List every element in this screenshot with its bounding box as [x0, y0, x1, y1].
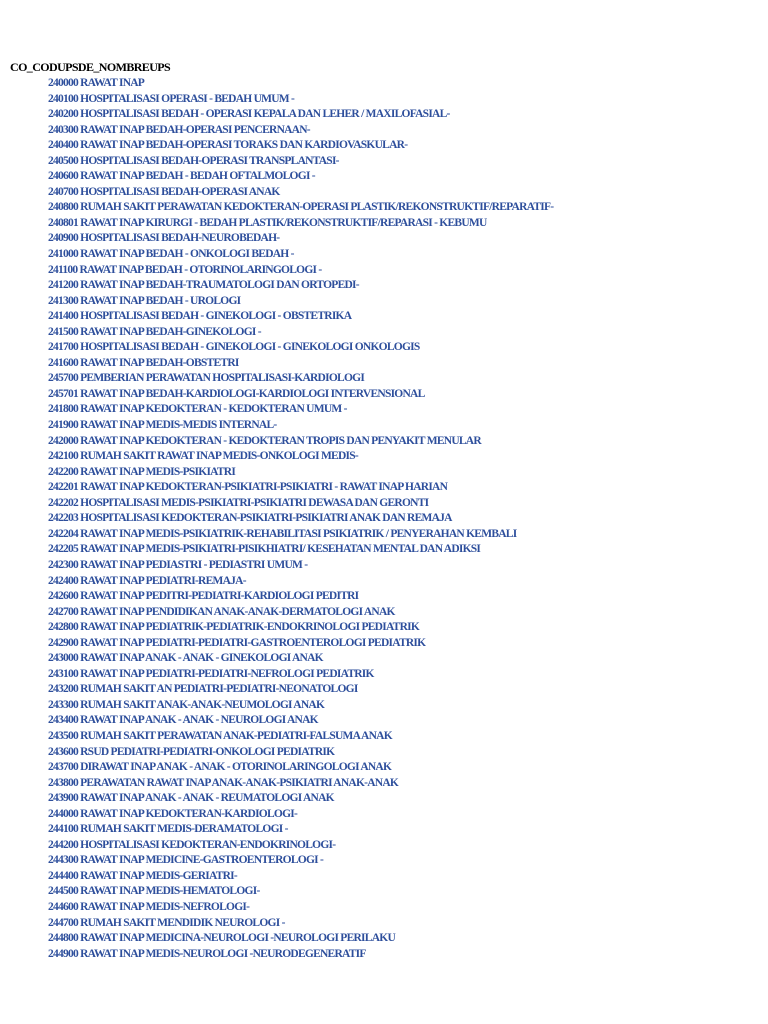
list-item: 241500 RAWAT INAP BEDAH-GINEKOLOGI - — [48, 325, 261, 338]
list-item: 241600 RAWAT INAP BEDAH-OBSTETRI — [48, 356, 239, 369]
list-item: 242600 RAWAT INAP PEDITRI-PEDIATRI-KARDIOLOGI PEDITRI — [48, 590, 359, 603]
list-item: 242200 RAWAT INAP MEDIS-PSIKIATRI — [48, 465, 236, 478]
list-item: 240801 RAWAT INAP KIRURGI - BEDAH PLASTIK/REKONSTRUKTIF/REPARASI - KEBUMU — [48, 216, 487, 229]
list-item: 240300 RAWAT INAP BEDAH-OPERASI PENCERNAAN- — [48, 123, 310, 136]
list-item: 241100 RAWAT INAP BEDAH - OTORINOLARINGOLOGI - — [48, 263, 322, 276]
list-item: 241200 RAWAT INAP BEDAH-TRAUMATOLOGI DAN ORTOPEDI- — [48, 279, 359, 292]
list-item: 245700 PEMBERIAN PERAWATAN HOSPITALISASI-KARDIOLOGI — [48, 372, 365, 385]
list-item: 242204 RAWAT INAP MEDIS-PSIKIATRIK-REHABILITASI PSIKIATRIK / PENYERAHAN KEMBALI — [48, 527, 517, 540]
list-item: 243000 RAWAT INAP ANAK - ANAK - GINEKOLOGI ANAK — [48, 652, 323, 665]
list-item: 244100 RUMAH SAKIT MEDIS-DERAMATOLOGI - — [48, 823, 288, 836]
column-header: CO_CODUPSDE_NOMBREUPS — [10, 60, 171, 74]
list-item: 243700 DIRAWAT INAP ANAK - ANAK - OTORINOLARINGOLOGI ANAK — [48, 761, 392, 774]
list-item: 241400 HOSPITALISASI BEDAH - GINEKOLOGI - OBSTETRIKA — [48, 310, 352, 323]
list-item: 242300 RAWAT INAP PEDIASTRI - PEDIASTRI UMUM - — [48, 558, 308, 571]
list-item: 243200 RUMAH SAKIT AN PEDIATRI-PEDIATRI-NEONATOLOGI — [48, 683, 358, 696]
list-item: 242202 HOSPITALISASI MEDIS-PSIKIATRI-PSIKIATRI DEWASA DAN GERONTI — [48, 496, 429, 509]
list-item: 240800 RUMAH SAKIT PERAWATAN KEDOKTERAN-OPERASI PLASTIK/REKONSTRUKTIF/REPARATIF- — [48, 201, 554, 214]
code-list — [48, 76, 553, 962]
list-item: 242201 RAWAT INAP KEDOKTERAN-PSIKIATRI-PSIKIATRI - RAWAT INAP HARIAN — [48, 481, 448, 494]
list-item: 244500 RAWAT INAP MEDIS-HEMATOLOGI- — [48, 885, 260, 898]
list-item: 242700 RAWAT INAP PENDIDIKAN ANAK-ANAK-DERMATOLOGI ANAK — [48, 605, 395, 618]
list-item: 244900 RAWAT INAP MEDIS-NEUROLOGI -NEURODEGENERATIF — [48, 947, 366, 960]
list-item: 242205 RAWAT INAP MEDIS-PSIKIATRI-PISIKHIATRI/ KESEHATAN MENTAL DAN ADIKSI — [48, 543, 481, 556]
list-item: 241700 HOSPITALISASI BEDAH - GINEKOLOGI - GINEKOLOGI ONKOLOGIS — [48, 341, 420, 354]
list-item: 244600 RAWAT INAP MEDIS-NEFROLOGI- — [48, 900, 250, 913]
list-item: 241900 RAWAT INAP MEDIS-MEDIS INTERNAL- — [48, 419, 277, 432]
list-item: 241000 RAWAT INAP BEDAH - ONKOLOGI BEDAH - — [48, 248, 294, 261]
list-item: 243900 RAWAT INAP ANAK - ANAK - REUMATOLOGI ANAK — [48, 792, 334, 805]
list-item: 240100 HOSPITALISASI OPERASI - BEDAH UMUM - — [48, 92, 295, 105]
list-item: 241800 RAWAT INAP KEDOKTERAN - KEDOKTERAN UMUM - — [48, 403, 347, 416]
list-item: 240400 RAWAT INAP BEDAH-OPERASI TORAKS DAN KARDIOVASKULAR- — [48, 139, 408, 152]
list-item: 244400 RAWAT INAP MEDIS-GERIATRI- — [48, 869, 237, 882]
list-item: 240900 HOSPITALISASI BEDAH-NEUROBEDAH- — [48, 232, 280, 245]
list-item: 242900 RAWAT INAP PEDIATRI-PEDIATRI-GASTROENTEROLOGI PEDIATRIK — [48, 636, 426, 649]
list-item: 240200 HOSPITALISASI BEDAH - OPERASI KEPALA DAN LEHER / MAXILOFASIAL- — [48, 108, 450, 121]
list-item: 242100 RUMAH SAKIT RAWAT INAP MEDIS-ONKOLOGI MEDIS- — [48, 450, 358, 463]
list-item: 243100 RAWAT INAP PEDIATRI-PEDIATRI-NEFROLOGI PEDIATRIK — [48, 667, 374, 680]
list-item: 245701 RAWAT INAP BEDAH-KARDIOLOGI-KARDIOLOGI INTERVENSIONAL — [48, 387, 425, 400]
list-item: 242400 RAWAT INAP PEDIATRI-REMAJA- — [48, 574, 246, 587]
list-item: 241300 RAWAT INAP BEDAH - UROLOGI — [48, 294, 241, 307]
list-item: 243800 PERAWATAN RAWAT INAP ANAK-ANAK-PSIKIATRI ANAK-ANAK — [48, 776, 399, 789]
list-item: 244000 RAWAT INAP KEDOKTERAN-KARDIOLOGI- — [48, 807, 298, 820]
list-item: 243600 RSUD PEDIATRI-PEDIATRI-ONKOLOGI PEDIATRIK — [48, 745, 335, 758]
list-item: 243400 RAWAT INAP ANAK - ANAK - NEUROLOGI ANAK — [48, 714, 318, 727]
list-item: 240500 HOSPITALISASI BEDAH-OPERASI TRANSPLANTASI- — [48, 154, 339, 167]
list-item: 242800 RAWAT INAP PEDIATRIK-PEDIATRIK-ENDOKRINOLOGI PEDIATRIK — [48, 621, 420, 634]
list-item: 244300 RAWAT INAP MEDICINE-GASTROENTEROLOGI - — [48, 854, 324, 867]
list-item: 240700 HOSPITALISASI BEDAH-OPERASI ANAK — [48, 185, 280, 198]
list-item: 240000 RAWAT INAP — [48, 77, 145, 89]
list-item: 243500 RUMAH SAKIT PERAWATAN ANAK-PEDIATRI-FALSUMA ANAK — [48, 729, 392, 742]
list-item: 242203 HOSPITALISASI KEDOKTERAN-PSIKIATRI-PSIKIATRI ANAK DAN REMAJA — [48, 512, 452, 525]
list-item: 242000 RAWAT INAP KEDOKTERAN - KEDOKTERAN TROPIS DAN PENYAKIT MENULAR — [48, 434, 481, 447]
list-item: 243300 RUMAH SAKIT ANAK-ANAK-NEUMOLOGI ANAK — [48, 698, 325, 711]
list-item: 240600 RAWAT INAP BEDAH - BEDAH OFTALMOLOGI - — [48, 170, 315, 183]
list-item: 244800 RAWAT INAP MEDICINA-NEUROLOGI -NEUROLOGI PERILAKU — [48, 932, 396, 945]
list-item: 244200 HOSPITALISASI KEDOKTERAN-ENDOKRINOLOGI- — [48, 838, 336, 851]
list-item: 244700 RUMAH SAKIT MENDIDIK NEUROLOGI - — [48, 916, 285, 929]
